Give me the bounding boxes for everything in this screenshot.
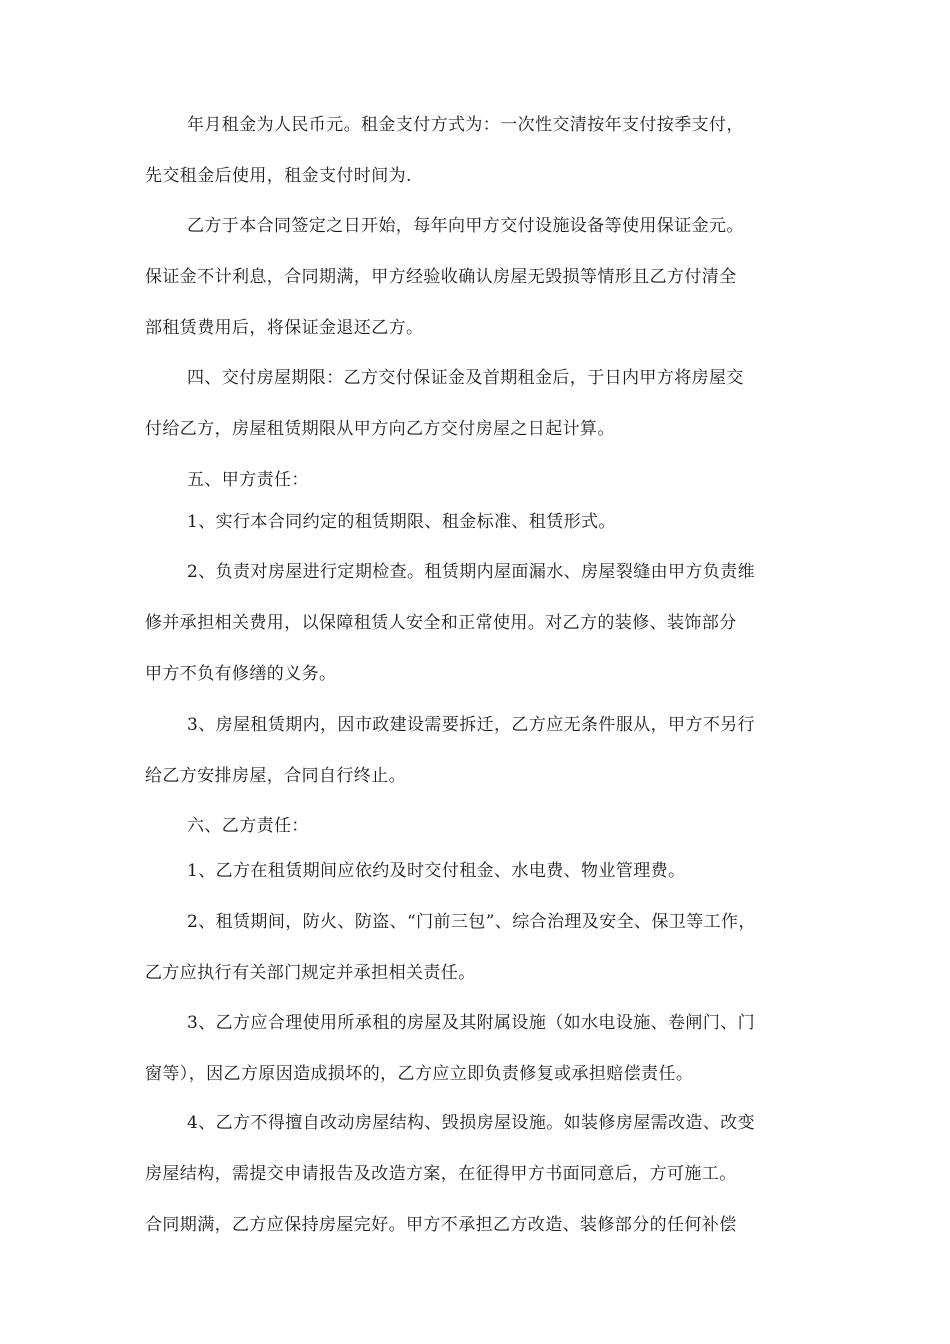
- text-line: 年月租金为人民币元。租金支付方式为：一次性交清按年支付按季支付，: [187, 115, 744, 135]
- text-line: 五、甲方责任：: [187, 470, 309, 490]
- text-line: 合同期满，乙方应保持房屋完好。甲方不承担乙方改造、装修部分的任何补偿: [145, 1214, 737, 1235]
- text-line: 修并承担相关费用，以保障租赁人安全和正常使用。对乙方的装修、装饰部分: [145, 612, 737, 633]
- text-line: 窗等），因乙方原因造成损坏的，乙方应立即负责修复或承担赔偿责任。: [145, 1063, 694, 1084]
- paragraph-six-item-2: [145, 897, 805, 999]
- paragraph-five-item-3: [145, 700, 805, 802]
- text-line: 部租赁费用后，将保证金退还乙方。: [145, 317, 424, 338]
- text-line: 3、房屋租赁期内，因市政建设需要拆迁，乙方应无条件服从，甲方不另行: [187, 715, 756, 735]
- text-line: 乙方于本合同签定之日开始，每年向甲方交付设施设备等使用保证金元。: [187, 216, 744, 236]
- text-line: 4、乙方不得擅自改动房屋结构、毁损房屋设施。如装修房屋需改造、改变: [187, 1113, 756, 1133]
- text-line: 3、乙方应合理使用所承租的房屋及其附属设施（如水电设施、卷闸门、门: [187, 1013, 756, 1033]
- text-line: 2、租赁期间，防火、防盗、“门前三包”、综合治理及安全、保卫等工作，: [187, 912, 756, 932]
- text-line: 1、乙方在租赁期间应依约及时交付租金、水电费、物业管理费。: [187, 861, 686, 881]
- text-line: 乙方应执行有关部门规定并承担相关责任。: [145, 962, 476, 983]
- text-line: 1、实行本合同约定的租赁期限、租金标准、租赁形式。: [187, 512, 616, 532]
- heading-section-six: [145, 801, 805, 852]
- text-line: 保证金不计利息，合同期满，甲方经验收确认房屋无毁损等情形且乙方付清全: [145, 266, 737, 287]
- paragraph-section-four: [145, 353, 805, 455]
- paragraph-six-item-4: [145, 1098, 805, 1250]
- text-line: 甲方不负有修缮的义务。: [145, 663, 337, 684]
- text-line: 付给乙方，房屋租赁期限从甲方向乙方交付房屋之日起计算。: [145, 418, 615, 439]
- text-line: 四、交付房屋期限：乙方交付保证金及首期租金后，于日内甲方将房屋交: [187, 368, 744, 388]
- text-line: 给乙方安排房屋，合同自行终止。: [145, 765, 406, 786]
- text-line: 房屋结构，需提交申请报告及改造方案，在征得甲方书面同意后，方可施工。: [145, 1163, 737, 1184]
- paragraph-five-item-1: [145, 497, 805, 548]
- paragraph-six-item-3: [145, 998, 805, 1100]
- text-line: 六、乙方责任：: [187, 816, 309, 836]
- paragraph-rent-amount: [145, 100, 805, 202]
- text-line: 2、负责对房屋进行定期检查。租赁期内屋面漏水、房屋裂缝由甲方负责维: [187, 562, 756, 582]
- text-line: 先交租金后使用，租金支付时间为.: [145, 165, 412, 186]
- paragraph-five-item-2: [145, 547, 805, 699]
- paragraph-deposit: [145, 201, 805, 353]
- paragraph-six-item-1: [145, 846, 805, 897]
